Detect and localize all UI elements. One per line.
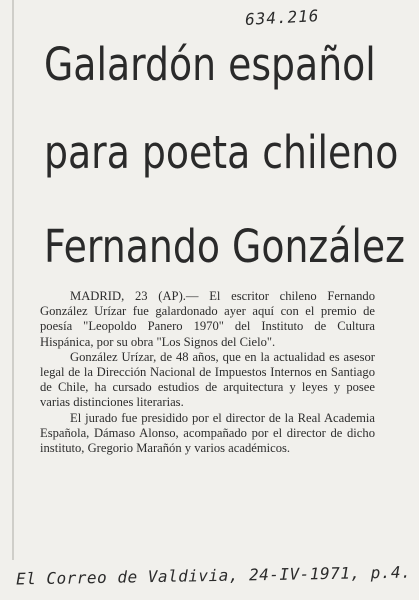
article-body [40, 289, 375, 456]
article-paragraph: González Urízar, de 48 años, que en la actualidad es asesor legal de la Dirección Nacional de Impuestos Internos en Santiago de Chile, ha cursado estudios de arquitectura y leyes y posee varias distinciones literarias. [40, 349, 375, 410]
source-citation: El Correo de Valdivia, 24-IV-1971, p.4. [15, 562, 412, 589]
headline-line-2: para poeta chileno [44, 126, 399, 179]
article-paragraph: El jurado fue presidido por el director de la Real Academia Española, Dámaso Alonso, acompañado por el director de dicho instituto, Gregorio Marañón y varios académicos. [40, 410, 375, 456]
headline-line-1: Galardón español [44, 38, 376, 91]
clipping-edge-shadow [12, 0, 14, 560]
archive-reference-number: 634.216 [244, 6, 320, 29]
headline-line-3: Fernando González [44, 220, 406, 273]
article-paragraph: MADRID, 23 (AP).— El escritor chileno Fernando González Urízar fue galardonado ayer aquí con el premio de poesía "Leopoldo Panero 1970" del Instituto de Cultura Hispánica, por su obra "Los Signos del Cielo". [40, 289, 375, 349]
